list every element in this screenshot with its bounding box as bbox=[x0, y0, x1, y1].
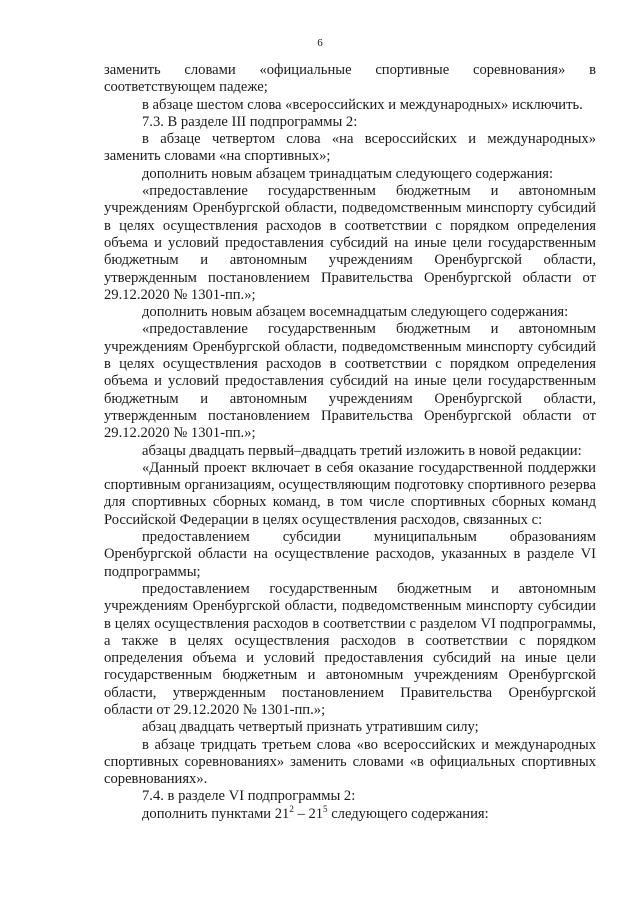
paragraph: дополнить новым абзацем восемнадцатым следующего содержания: bbox=[142, 304, 569, 321]
text-run: – 21 bbox=[293, 805, 324, 822]
superscript: 2 bbox=[289, 803, 294, 814]
text-run: дополнить пунктами 21 bbox=[142, 805, 290, 822]
paragraph: в абзаце тридцать третьем слова «во всероссийских и международных спортивных соревнованиях» заменить словами «в официальных спортивных соревнованиях». bbox=[104, 736, 596, 788]
superscript: 5 bbox=[323, 803, 328, 814]
paragraph: абзацы двадцать первый–двадцать третий изложить в новой редакции: bbox=[142, 442, 582, 459]
paragraph: предоставлением субсидии муниципальным образованиям Оренбургской области на осуществление расходов, указанных в разделе VI подпрограммы; bbox=[104, 529, 596, 580]
paragraph-last bbox=[104, 803, 596, 823]
paragraph: «предоставление государственным бюджетным и автономным учреждениям Оренбургской области, подведомственным минспорту субсидий в целях осуществления расходов в соответствии с порядком определения объема и условий предоставления субсидий на иные цели государственным бюджетным и автономным учреждениям Оренбургской области, утвержденным постановлением Правительства Оренбургской области от 29.12.2020 № 1301-пп.»; bbox=[104, 321, 596, 442]
page-number: 6 bbox=[317, 37, 323, 49]
text-run: следующего содержания: bbox=[327, 805, 489, 822]
paragraph: заменить словами «официальные спортивные соревнования» в соответствующем падеже; bbox=[104, 62, 596, 96]
paragraph: дополнить новым абзацем тринадцатым следующего содержания: bbox=[142, 165, 554, 182]
paragraph: «предоставление государственным бюджетным и автономным учреждениям Оренбургской области, подведомственным минспорту субсидий в целях осуществления расходов в соответствии с порядком определения объема и условий предоставления субсидий на иные цели государственным бюджетным и автономным учреждениям Оренбургской области, утвержденным постановлением Правительства Оренбургской области от 29.12.2020 № 1301-пп.»; bbox=[104, 183, 596, 303]
paragraph: 7.4. в разделе VI подпрограммы 2: bbox=[142, 788, 356, 805]
paragraph: 7.3. В разделе III подпрограммы 2: bbox=[142, 113, 358, 130]
paragraph: в абзаце четвертом слова «на всероссийских и международных» заменить словами «на спортивных»; bbox=[104, 131, 596, 165]
paragraph: «Данный проект включает в себя оказание государственной поддержки спортивным организациям, осуществляющим подготовку спортивного резерва для спортивных сборных команд, в том числе спортивных сборных команд Российской Федерации в целях осуществления расходов, связанных с: bbox=[104, 459, 596, 528]
paragraph: абзац двадцать четвертый признать утратившим силу; bbox=[142, 719, 479, 736]
document-body bbox=[104, 62, 596, 823]
paragraph: в абзаце шестом слова «всероссийских и международных» исключить. bbox=[142, 96, 583, 113]
paragraph: предоставлением государственным бюджетным и автономным учреждениям Оренбургской области, подведомственным минспорту субсидии в целях осуществления расходов в соответствии с разделом VI подпрограммы, а также в целях осуществления расходов в соответствии с порядком определения объема и условий предоставления субсидий на иные цели государственным бюджетным и автономным учреждениям Оренбургской области, утвержденным постановлением Правительства Оренбургской области от 29.12.2020 № 1301-пп.»; bbox=[104, 580, 596, 718]
